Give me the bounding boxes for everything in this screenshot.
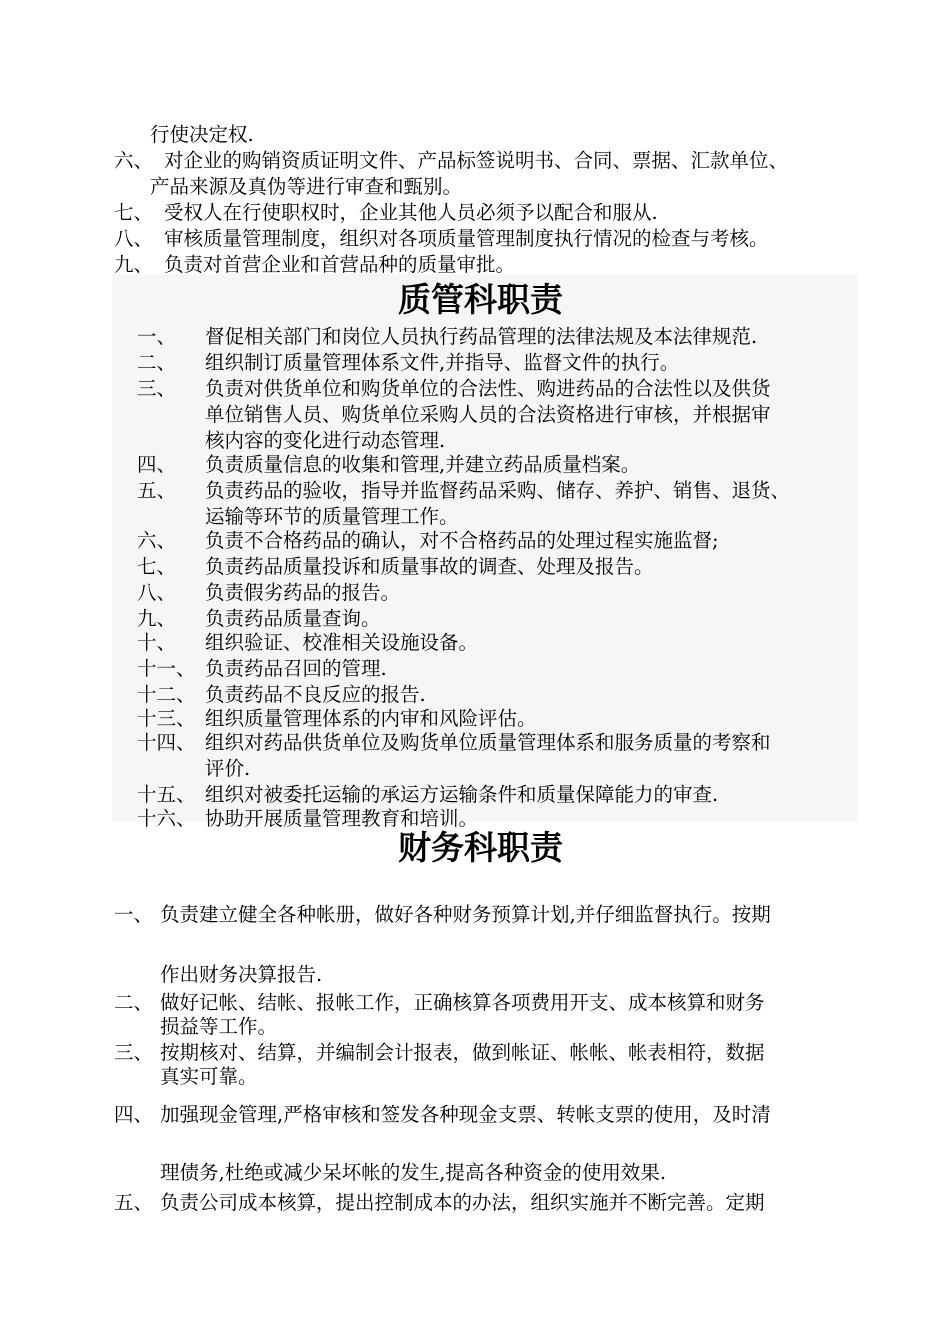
quality-item-text: 组织质量管理体系的内审和风险评估。 (205, 707, 537, 730)
finance-item-text: 加强现金管理,严格审核和签发各种现金支票、转帐支票的使用，及时清 (160, 1103, 771, 1126)
quality-item-text: 负责药品不良反应的报告. (205, 683, 426, 706)
quality-item-number: 六、 (137, 529, 177, 552)
quality-item-text: 负责不合格药品的确认，对不合格药品的处理过程实施监督; (205, 529, 719, 552)
quality-item-number: 十一、 (137, 657, 196, 680)
finance-item-text: 作出财务决算报告. (160, 963, 323, 986)
quality-item-number: 五、 (137, 479, 177, 502)
quality-item-number: 十六、 (137, 807, 196, 830)
finance-item-text: 损益等工作。 (160, 1015, 278, 1038)
quality-item-text: 运输等环节的质量管理工作。 (205, 505, 459, 528)
quality-item-text: 组织对药品供货单位及购货单位质量管理体系和服务质量的考察和 (205, 731, 771, 754)
finance-section-title: 财务科职责 (398, 828, 563, 867)
quality-item-text: 单位销售人员、购货单位采购人员的合法资格进行审核，并根据审 (205, 403, 771, 426)
quality-item-number: 二、 (137, 351, 177, 374)
quality-item-text: 负责对供货单位和购货单位的合法性、购进药品的合法性以及供货 (205, 377, 771, 400)
quality-item-text: 组织对被委托运输的承运方运输条件和质量保障能力的审查. (205, 783, 719, 806)
quality-item-number: 九、 (137, 607, 177, 630)
finance-item-number: 三、 (114, 1041, 154, 1064)
finance-item-text: 理债务,杜绝或减少呆坏帐的发生,提高各种资金的使用效果. (160, 1161, 667, 1184)
quality-item-number: 四、 (137, 453, 177, 476)
quality-item-text: 负责质量信息的收集和管理,并建立药品质量档案。 (205, 453, 641, 476)
quality-item-text: 组织制订质量管理体系文件,并指导、监督文件的执行。 (205, 351, 680, 374)
quality-item-text: 评价. (205, 757, 251, 780)
quality-item-text: 负责药品质量投诉和质量事故的调查、处理及报告。 (205, 555, 654, 578)
finance-item-text: 按期核对、结算，并编制会计报表，做到帐证、帐帐、帐表相符，数据 (160, 1041, 765, 1064)
quality-item-number: 一、 (137, 325, 177, 348)
finance-item-number: 二、 (114, 991, 154, 1014)
quality-item-number: 十四、 (137, 731, 196, 754)
finance-item-text: 真实可靠。 (160, 1065, 258, 1088)
intro-item-text: 负责对首营企业和首营品种的质量审批。 (164, 253, 516, 276)
finance-item-text: 做好记帐、结帐、报帐工作，正确核算各项费用开支、成本核算和财务 (160, 991, 765, 1014)
finance-item-text: 负责建立健全各种帐册，做好各种财务预算计划,并仔细监督执行。按期 (160, 903, 771, 926)
quality-item-text: 组织验证、校准相关设施设备。 (205, 631, 479, 654)
quality-item-text: 督促相关部门和岗位人员执行药品管理的法律法规及本法律规范. (205, 325, 758, 348)
quality-item-number: 十三、 (137, 707, 196, 730)
finance-item-text: 负责公司成本核算，提出控制成本的办法，组织实施并不断完善。定期 (160, 1191, 765, 1214)
quality-item-number: 十五、 (137, 783, 196, 806)
intro-item-text: 对企业的购销资质证明文件、产品标签说明书、合同、票据、汇款单位、 (164, 149, 789, 172)
quality-item-text: 协助开展质量管理教育和培训。 (205, 807, 479, 830)
quality-section-title: 质管科职责 (398, 280, 563, 319)
intro-item-text: 产品来源及真伪等进行审查和甄别。 (150, 175, 463, 198)
quality-item-text: 核内容的变化进行动态管理. (205, 429, 446, 452)
finance-item-number: 四、 (114, 1103, 154, 1126)
intro-item-number: 六、 (114, 149, 154, 172)
quality-item-text: 负责药品的验收，指导并监督药品采购、储存、养护、销售、退货、 (205, 479, 791, 502)
intro-item-number: 八、 (114, 227, 154, 250)
intro-item-text: 审核质量管理制度，组织对各项质量管理制度执行情况的检查与考核。 (164, 227, 769, 250)
quality-item-number: 七、 (137, 555, 177, 578)
quality-item-number: 八、 (137, 581, 177, 604)
quality-item-text: 负责药品质量查询。 (205, 607, 381, 630)
intro-item-number: 九、 (114, 253, 154, 276)
intro-item-text: 受权人在行使职权时，企业其他人员必须予以配合和服从. (164, 201, 658, 224)
quality-item-number: 十二、 (137, 683, 196, 706)
quality-item-number: 十、 (137, 631, 177, 654)
quality-item-number: 三、 (137, 377, 177, 400)
intro-item-number: 七、 (114, 201, 154, 224)
finance-item-number: 一、 (114, 903, 154, 926)
finance-item-number: 五、 (114, 1191, 154, 1214)
quality-item-text: 负责假劣药品的报告。 (205, 581, 401, 604)
quality-item-text: 负责药品召回的管理. (205, 657, 387, 680)
intro-item-text: 行使决定权. (150, 123, 254, 146)
